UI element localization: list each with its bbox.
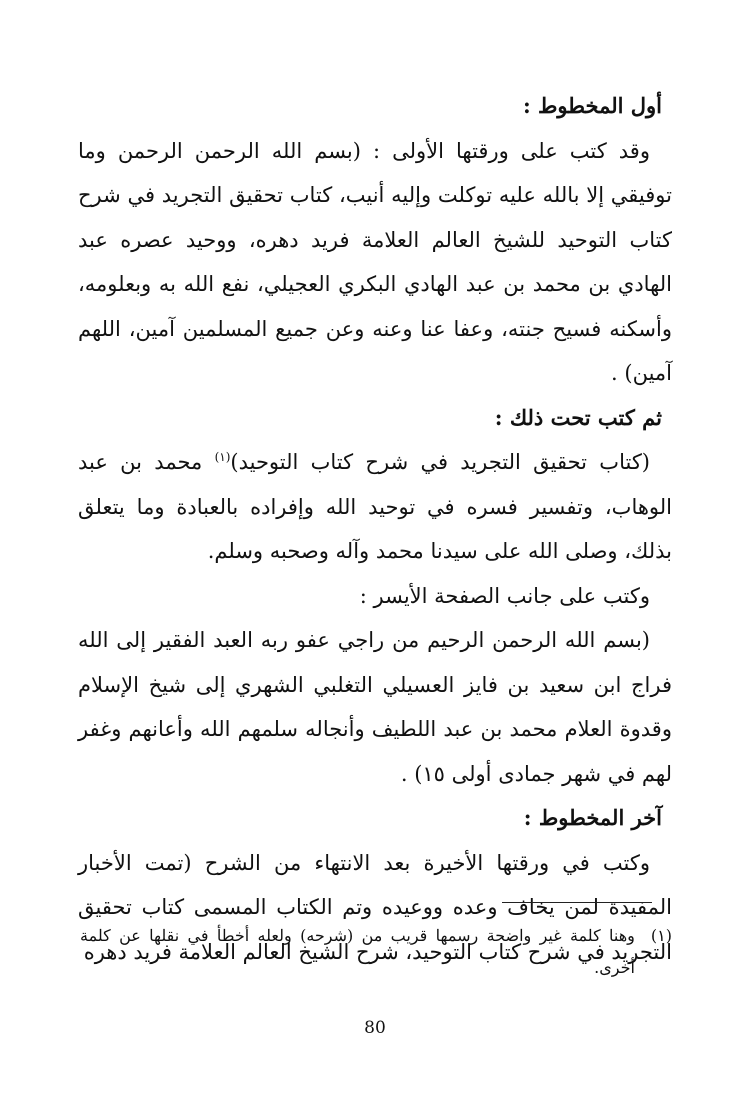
main-text [78,84,672,974]
footnote-separator [502,902,652,903]
footnote-reference: (١) [214,450,231,464]
heading-manuscript-start: أول المخطوط : [522,93,662,118]
paragraph-book-title-rest: محمد بن عبد الوهاب، وتفسير فسره في توحيد الله وإفراده بالعبادة وما يتعلق بذلك، وصلى الله على سيدنا محمد وآله وصحبه وسلم. [78,450,672,563]
page-number: 80 [364,1018,386,1038]
footnote [80,920,672,984]
footnote-marker: (١) [650,926,672,945]
paragraph-first-leaf: وقد كتب على ورقتها الأولى : (بسم الله الرحمن الرحمن وما توفيقي إلا بالله عليه توكلت وإليه أنيب، كتاب تحقيق التجريد في شرح كتاب التوحيد للشيخ العالم العلامة فريد دهره، ووحيد عصره عبد الهادي بن محمد بن عبد الهادي البكري العجيلي، نفع الله به وبعلومه، وأسكنه فسيح جنته، وعفا عنا وعنه وعن جميع المسلمين آمين، اللهم آمين) . [78,138,672,385]
paragraph-last-leaf: وكتب في ورقتها الأخيرة بعد الانتهاء من الشرح (تمت الأخبار المفيدة لمن يخاف وعده ووعيده وتم الكتاب المسمى كتاب تحقيق التجريد في شرح كتاب التوحيد، شرح الشيخ العالم العلامة فريد دهره [78,850,672,964]
paragraph-left-margin-label: وكتب على جانب الصفحة الأيسر : [359,583,650,608]
footnote-text: وهنا كلمة غير واضحة رسمها قريب من (شرحه) ولعله أخطأ في نقلها عن كلمة أخرى. [80,926,635,977]
paragraph-margin-note: (بسم الله الرحمن الرحيم من راجي عفو ربه العبد الفقير إلى الله فراج ابن سعيد بن فايز العسيلي التغلبي الشهري إلى شيخ الإسلام وقدوة العلام محمد بن عبد اللطيف وأنجاله سلمهم الله وأعانهم وغفر لهم في شهر جمادى أولى ١٥) . [78,628,672,786]
paragraph-book-title-start: (كتاب تحقيق التجريد في شرح كتاب التوحيد) [230,450,651,474]
heading-written-below: ثم كتب تحت ذلك : [494,404,662,430]
heading-manuscript-end: آخر المخطوط : [523,805,662,830]
paragraph-book-title [78,440,672,574]
